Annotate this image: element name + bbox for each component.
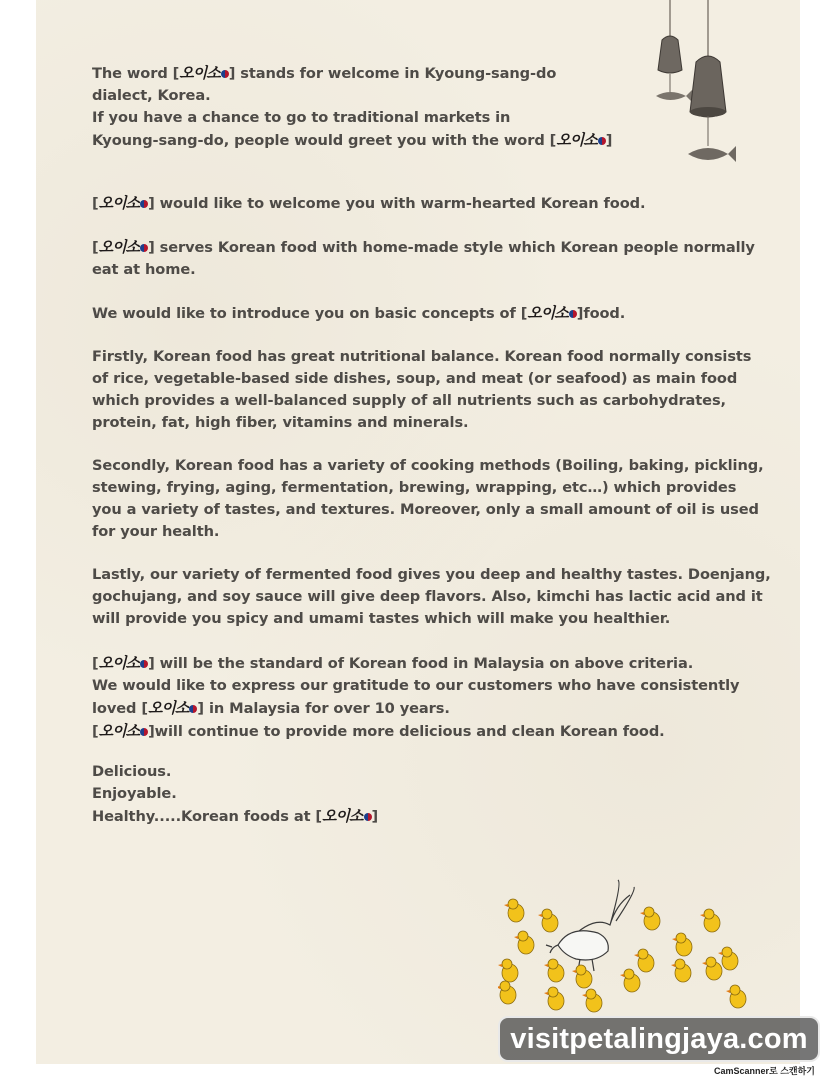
text-line: Delicious. <box>92 763 172 780</box>
text-line: dialect, Korea. <box>92 87 211 104</box>
chick-icon <box>702 957 722 980</box>
paragraph <box>92 192 747 215</box>
text-line: We would like to express our gratitude to our customers who have consistently <box>92 677 740 694</box>
chick-icon <box>620 969 640 992</box>
hen-and-chicks-illustration <box>498 875 758 1020</box>
text-line: Secondly, Korean food has a variety of cooking methods (Boiling, baking, pickling, <box>92 457 764 474</box>
chick-icon <box>640 907 660 930</box>
chick-icon <box>634 949 654 972</box>
text-line: will provide you spicy and umami tastes which will make you healthier. <box>92 610 671 627</box>
oiso-logo-icon: 오이소 <box>527 302 576 324</box>
chick-icon <box>498 959 518 982</box>
text-line: protein, fat, high fiber, vitamins and minerals. <box>92 414 469 431</box>
oiso-logo-icon: 오이소 <box>556 129 605 151</box>
paragraph <box>92 564 771 630</box>
paragraph <box>92 455 764 543</box>
chick-icon <box>514 931 534 954</box>
paragraph <box>92 761 747 828</box>
chick-icon <box>726 985 746 1008</box>
text-line: eat at home. <box>92 261 196 278</box>
taegeuk-dot-icon <box>140 244 148 252</box>
taegeuk-dot-icon <box>140 660 148 668</box>
taegeuk-dot-icon <box>140 200 148 208</box>
oiso-logo-icon: 오이소 <box>99 652 148 674</box>
taegeuk-dot-icon <box>140 728 148 736</box>
chick-icon <box>544 987 564 1010</box>
text-line: Healthy.....Korean foods at [오이소 ] <box>92 807 379 825</box>
text-line: of rice, vegetable-based side dishes, soup, and meat (or seafood) as main food <box>92 370 738 387</box>
chick-icon <box>672 933 692 956</box>
text-line: We would like to introduce you on basic concepts of [오이소 ]food. <box>92 304 626 322</box>
chick-icon <box>498 981 516 1004</box>
text-line: [오이소 ]will continue to provide more delicious and clean Korean food. <box>92 722 665 740</box>
chick-icon <box>700 909 720 932</box>
paragraph <box>92 346 752 434</box>
hen-icon <box>546 880 634 971</box>
oiso-logo-icon: 오이소 <box>99 192 148 214</box>
text-line: which provides a well-balanced supply of all nutrients such as carbohydrates, <box>92 392 726 409</box>
taegeuk-dot-icon <box>189 705 197 713</box>
text-line: Kyoung-sang-do, people would greet you with the word [오이소 ] <box>92 131 613 149</box>
text-line: for your health. <box>92 523 220 540</box>
taegeuk-dot-icon <box>221 70 229 78</box>
paragraph <box>92 302 747 325</box>
text-line: Lastly, our variety of fermented food gives you deep and healthy tastes. Doenjang, <box>92 566 771 583</box>
text-line: [오이소 ] will be the standard of Korean food in Malaysia on above criteria. <box>92 654 694 672</box>
chick-icon <box>572 965 592 988</box>
text-line: stewing, frying, aging, fermentation, brewing, wrapping, etc…) which provides <box>92 479 737 496</box>
watermark-banner: visitpetalingjaya.com <box>498 1016 820 1062</box>
text-line: [오이소 ] serves Korean food with home-made style which Korean people normally <box>92 238 755 256</box>
text-line: The word [오이소 ] stands for welcome in Kyoung-sang-do <box>92 64 557 82</box>
text-line: Enjoyable. <box>92 785 177 802</box>
paragraph <box>92 62 747 152</box>
text-line: loved [오이소 ] in Malaysia for over 10 years. <box>92 699 450 717</box>
taegeuk-dot-icon <box>364 813 372 821</box>
text-line: [오이소 ] would like to welcome you with warm-hearted Korean food. <box>92 194 646 212</box>
oiso-logo-icon: 오이소 <box>148 697 197 719</box>
text-line: gochujang, and soy sauce will give deep flavors. Also, kimchi has lactic acid and it <box>92 588 763 605</box>
oiso-logo-icon: 오이소 <box>99 236 148 258</box>
chick-icon <box>582 989 602 1012</box>
oiso-logo-icon: 오이소 <box>179 62 228 84</box>
chick-icon <box>671 959 691 982</box>
text-line: Firstly, Korean food has great nutritional balance. Korean food normally consists <box>92 348 752 365</box>
text-line: If you have a chance to go to traditional markets in <box>92 109 511 126</box>
oiso-logo-icon: 오이소 <box>99 720 148 742</box>
chick-icon <box>538 909 558 932</box>
scanner-note: CamScanner로 스캔하기 <box>714 1066 815 1076</box>
text-line: you a variety of tastes, and textures. Moreover, only a small amount of oil is used <box>92 501 759 518</box>
oiso-logo-icon: 오이소 <box>322 805 371 827</box>
chick-icon <box>504 899 524 922</box>
taegeuk-dot-icon <box>598 137 606 145</box>
chick-icon <box>544 959 564 982</box>
paragraph <box>92 652 747 743</box>
paragraph <box>92 236 755 281</box>
taegeuk-dot-icon <box>569 310 577 318</box>
